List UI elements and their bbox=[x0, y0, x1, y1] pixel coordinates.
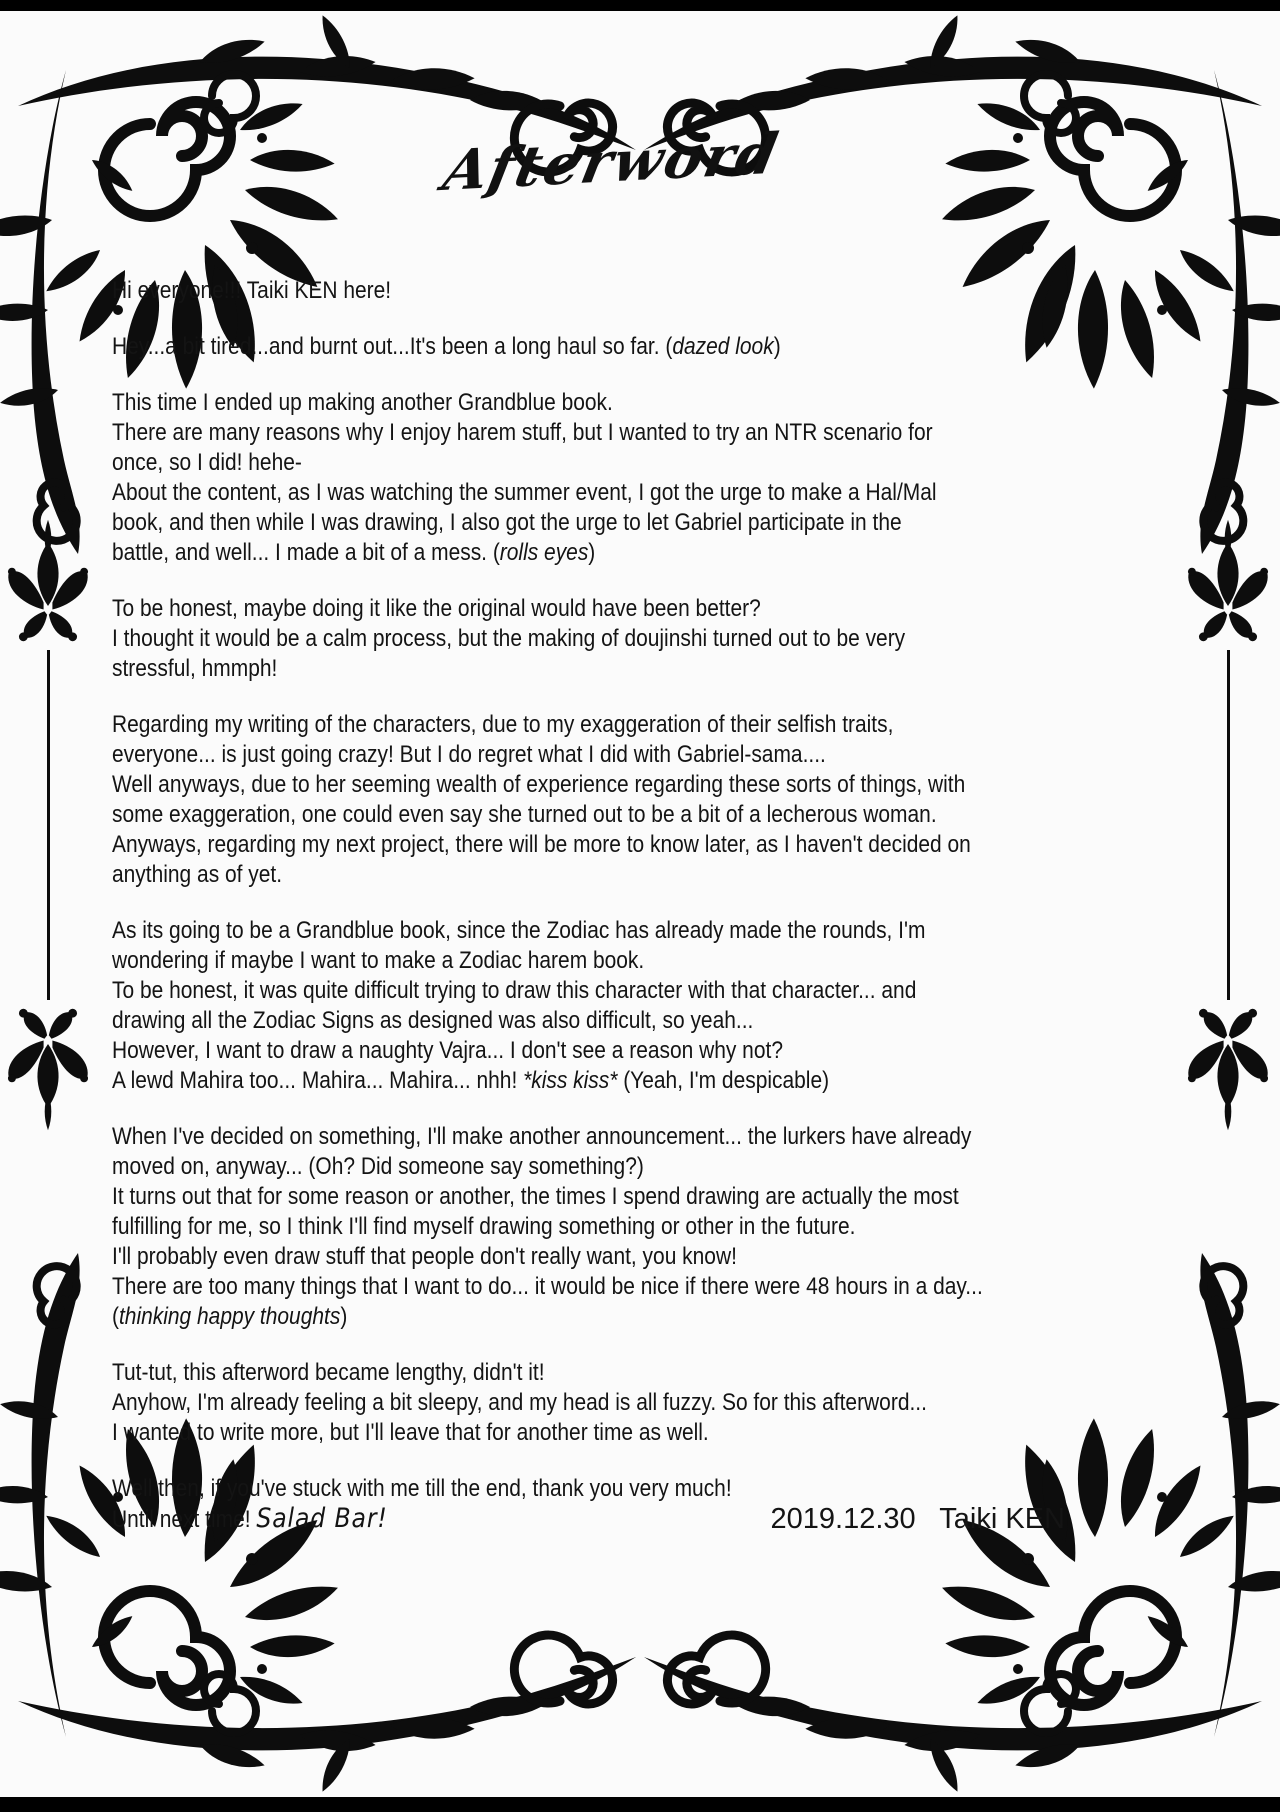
fleur-de-lis-icon bbox=[2, 518, 94, 650]
text-segment: To be honest, maybe doing it like the original would have been better? bbox=[112, 595, 761, 622]
text-line bbox=[112, 1212, 1195, 1242]
paragraph bbox=[112, 1122, 1195, 1332]
text-line bbox=[112, 418, 1195, 448]
text-segment: When I've decided on something, I'll make another announcement... the lurkers have already bbox=[112, 1123, 972, 1150]
text-line bbox=[112, 1122, 1195, 1152]
text-segment: ) bbox=[588, 539, 596, 566]
text-segment: fulfilling for me, so I think I'll find myself drawing something or other in the future. bbox=[112, 1213, 856, 1240]
left-ornament-rule bbox=[0, 518, 96, 1132]
text-segment: stressful, hmmph! bbox=[112, 655, 278, 682]
text-segment: I wanted to write more, but I'll leave that for another time as well. bbox=[112, 1419, 709, 1446]
text-line bbox=[112, 624, 1195, 654]
text-line bbox=[112, 508, 1195, 538]
text-line bbox=[112, 946, 1195, 976]
text-segment: Well anyways, due to her seeming wealth of experience regarding these sorts of things, with bbox=[112, 771, 966, 798]
paragraph bbox=[112, 332, 1195, 362]
text-line bbox=[112, 388, 1195, 418]
paragraph bbox=[112, 388, 1195, 568]
text-line bbox=[112, 448, 1195, 478]
text-segment: Salad Bar! bbox=[256, 1503, 388, 1534]
text-line bbox=[112, 1272, 1195, 1302]
bottom-border bbox=[0, 1797, 1280, 1812]
text-line bbox=[112, 478, 1195, 508]
text-segment: However, I want to draw a naughty Vajra... I don't see a reason why not? bbox=[112, 1037, 783, 1064]
page-title: Afterword bbox=[438, 120, 785, 204]
text-segment: Tut-tut, this afterword became lengthy, didn't it! bbox=[112, 1359, 545, 1386]
fleur-de-lis-icon bbox=[2, 1000, 94, 1132]
paragraph bbox=[112, 710, 1195, 890]
text-line bbox=[112, 594, 1195, 624]
text-segment: anything as of yet. bbox=[112, 861, 283, 888]
text-line bbox=[112, 740, 1195, 770]
text-segment: As its going to be a Grandblue book, since the Zodiac has already made the rounds, I'm bbox=[112, 917, 926, 944]
date-signature: 2019.12.30 Taiki KEN bbox=[770, 1503, 1065, 1535]
text-segment: everyone... is just going crazy! But I do regret what I did with Gabriel-sama.... bbox=[112, 741, 826, 768]
text-segment: Well then, if you've stuck with me till the end, thank you very much! bbox=[112, 1475, 732, 1502]
text-line bbox=[112, 1006, 1195, 1036]
text-segment: There are too many things that I want to do... it would be nice if there were 48 hours in a day... bbox=[112, 1273, 983, 1300]
vertical-rule bbox=[47, 650, 50, 1000]
text-line bbox=[112, 710, 1195, 740]
text-line bbox=[112, 276, 1195, 306]
paragraph bbox=[112, 916, 1195, 1096]
text-line bbox=[112, 916, 1195, 946]
text-segment: once, so I did! hehe- bbox=[112, 449, 302, 476]
text-segment: Regarding my writing of the characters, due to my exaggeration of their selfish traits, bbox=[112, 711, 894, 738]
text-segment: It turns out that for some reason or another, the times I spend drawing are actually the most bbox=[112, 1183, 959, 1210]
text-segment: Until next time! bbox=[112, 1506, 257, 1533]
text-segment: A lewd Mahira too... Mahira... Mahira... nhh! bbox=[112, 1067, 524, 1094]
text-segment: To be honest, it was quite difficult trying to draw this character with that character... and bbox=[112, 977, 917, 1004]
paragraph bbox=[112, 1358, 1195, 1448]
text-segment: Anyhow, I'm already feeling a bit sleepy, and my head is all fuzzy. So for this afterword... bbox=[112, 1389, 927, 1416]
text-line bbox=[112, 1242, 1195, 1272]
text-line bbox=[112, 1418, 1195, 1448]
text-segment: wondering if maybe I want to make a Zodiac harem book. bbox=[112, 947, 645, 974]
text-segment: Hey...a bit tired...and burnt out...It's been a long haul so far. ( bbox=[112, 333, 673, 360]
text-segment: drawing all the Zodiac Signs as designed was also difficult, so yeah... bbox=[112, 1007, 754, 1034]
text-line bbox=[112, 1036, 1195, 1066]
text-line bbox=[112, 1358, 1195, 1388]
text-line bbox=[112, 332, 1195, 362]
text-line bbox=[112, 1302, 1195, 1332]
text-segment: battle, and well... I made a bit of a mess. ( bbox=[112, 539, 500, 566]
text-segment: ) bbox=[773, 333, 781, 360]
afterword-body bbox=[112, 276, 1195, 1561]
text-segment: I'll probably even draw stuff that people don't really want, you know! bbox=[112, 1243, 737, 1270]
text-segment: ( bbox=[112, 1303, 119, 1330]
text-line bbox=[112, 654, 1195, 684]
text-segment: book, and then while I was drawing, I also got the urge to let Gabriel participate in the bbox=[112, 509, 902, 536]
text-segment: ) bbox=[340, 1303, 348, 1330]
text-line bbox=[112, 1388, 1195, 1418]
text-segment: thinking happy thoughts bbox=[118, 1303, 341, 1330]
text-line bbox=[112, 800, 1195, 830]
text-segment: There are many reasons why I enjoy harem stuff, but I wanted to try an NTR scenario for bbox=[112, 419, 933, 446]
text-segment: (Yeah, I'm despicable) bbox=[617, 1067, 830, 1094]
text-line bbox=[112, 1066, 1195, 1096]
text-line bbox=[112, 1152, 1195, 1182]
fleur-de-lis-icon bbox=[1182, 1000, 1274, 1132]
text-line bbox=[112, 770, 1195, 800]
paragraph bbox=[112, 594, 1195, 684]
text-line bbox=[112, 976, 1195, 1006]
fleur-de-lis-icon bbox=[1182, 518, 1274, 650]
text-line bbox=[112, 830, 1195, 860]
text-segment: *kiss kiss* bbox=[523, 1067, 618, 1094]
text-line bbox=[112, 1182, 1195, 1212]
text-segment: Anyways, regarding my next project, there will be more to know later, as I haven't decided on bbox=[112, 831, 971, 858]
text-segment: This time I ended up making another Grandblue book. bbox=[112, 389, 613, 416]
text-line bbox=[112, 538, 1195, 568]
text-segment: Hi everyone!!! Taiki KEN here! bbox=[112, 277, 392, 304]
paragraph bbox=[112, 276, 1195, 306]
text-segment: About the content, as I was watching the summer event, I got the urge to make a Hal/Mal bbox=[112, 479, 937, 506]
text-segment: moved on, anyway... (Oh? Did someone say something?) bbox=[112, 1153, 644, 1180]
text-line bbox=[112, 1474, 1195, 1504]
text-segment: rolls eyes bbox=[499, 539, 589, 566]
text-line bbox=[112, 860, 1195, 890]
vertical-rule bbox=[1227, 650, 1230, 1000]
text-segment: some exaggeration, one could even say she turned out to be a bit of a lecherous woman. bbox=[112, 801, 937, 828]
text-segment: I thought it would be a calm process, but the making of doujinshi turned out to be very bbox=[112, 625, 906, 652]
text-segment: dazed look bbox=[672, 333, 774, 360]
